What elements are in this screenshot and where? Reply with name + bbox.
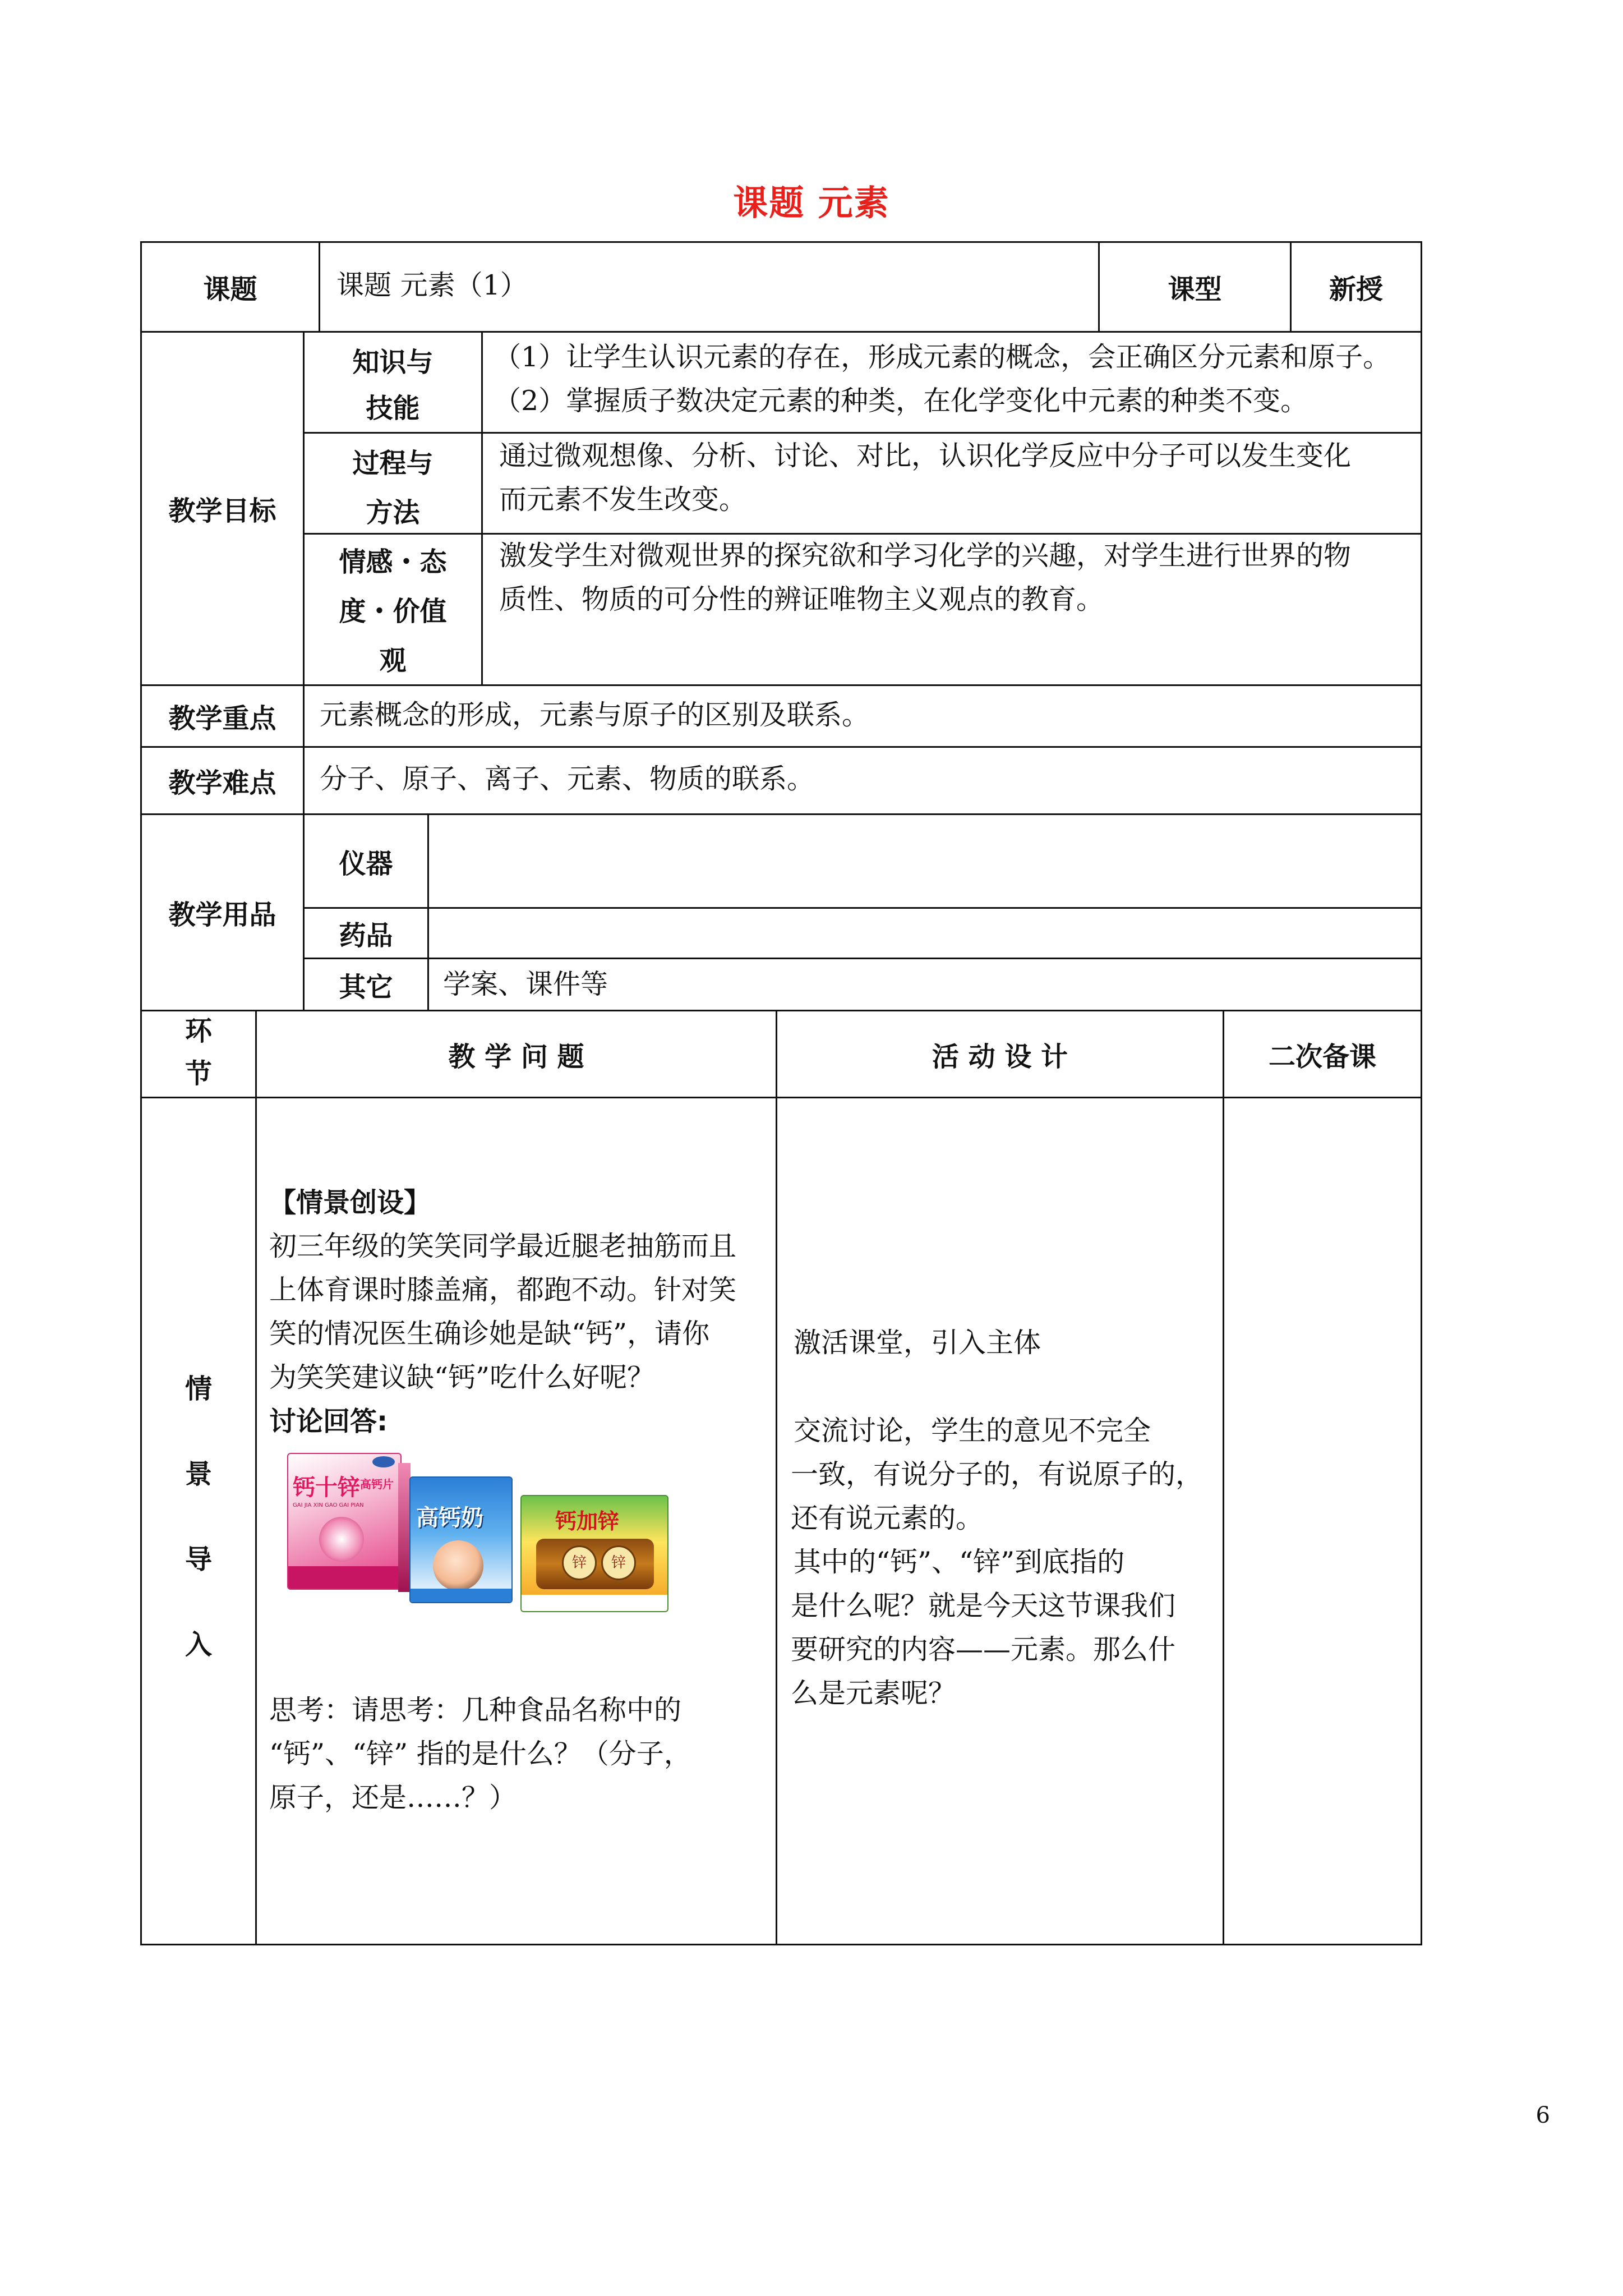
stage-column-header: 环 节	[185, 1015, 212, 1089]
second-prep-column-header: 二次备课	[1268, 1041, 1376, 1073]
process-line-2: 而元素不发生改变。	[499, 484, 747, 516]
other-label: 其它	[339, 971, 393, 1003]
scenario-heading: 【情景创设】	[269, 1187, 431, 1218]
materials-label: 教学用品	[168, 899, 276, 931]
scenario-line-1: 初三年级的笑笑同学最近腿老抽筋而且	[269, 1230, 737, 1262]
difficulty-value: 分子、原子、离子、元素、物质的联系。	[320, 763, 815, 795]
scenario-line-3: 笑的情况医生确诊她是缺“钙”，请你	[269, 1318, 710, 1350]
calcium-plus-zinc-box: 钙加锌 锌 锌	[520, 1495, 668, 1612]
activity-line-5: 其中的“钙”、“锌”到底指的	[794, 1546, 1125, 1578]
discuss-label: 讨论回答:	[269, 1406, 388, 1437]
activity-line-6: 是什么呢？就是今天这节课我们	[791, 1590, 1176, 1622]
stage-label: 情 景 导 入	[185, 1373, 212, 1660]
knowledge-line-2: （2）掌握质子数决定元素的种类，在化学变化中元素的种类不变。	[494, 385, 1308, 417]
instrument-label: 仪器	[339, 848, 393, 880]
emotion-line-2: 质性、物质的可分性的辨证唯物主义观点的教育。	[499, 583, 1104, 615]
medicine-label: 药品	[339, 920, 393, 951]
topic-label: 课题	[203, 274, 257, 305]
activity-column-header: 活 动 设 计	[932, 1041, 1068, 1073]
activity-line-4: 还有说元素的。	[791, 1502, 984, 1534]
activity-line-8: 么是元素呢？	[791, 1677, 956, 1709]
question-column-header: 教 学 问 题	[448, 1041, 584, 1073]
activity-line-1: 激活课堂，引入主体	[794, 1327, 1041, 1359]
calcium-zinc-tablet-box: 钙十锌 高钙片 GAI JIA XIN GAO GAI PIAN	[287, 1453, 402, 1590]
scenario-line-2: 上体育课时膝盖痛，都跑不动。针对笑	[269, 1274, 737, 1306]
type-label: 课型	[1168, 274, 1222, 305]
knowledge-label: 知识与 技能	[352, 347, 434, 424]
key-point-value: 元素概念的形成，元素与原子的区别及联系。	[320, 699, 870, 731]
type-value: 新授	[1329, 274, 1383, 305]
think-line-1: 思考：请思考：几种食品名称中的	[269, 1694, 682, 1726]
scenario-line-4: 为笑笑建议缺“钙”吃什么好呢？	[269, 1361, 655, 1393]
process-label: 过程与 方法	[352, 448, 434, 528]
activity-line-2: 交流讨论，学生的意见不完全	[794, 1415, 1151, 1447]
knowledge-line-1: （1）让学生认识元素的存在，形成元素的概念，会正确区分元素和原子。	[494, 341, 1391, 373]
activity-line-3: 一致，有说分子的，有说原子的，	[791, 1458, 1204, 1490]
page-title: 课题 元素	[733, 182, 890, 223]
think-line-3: 原子，还是……？）	[269, 1782, 517, 1814]
activity-line-7: 要研究的内容——元素。那么什	[791, 1634, 1176, 1665]
page-number: 6	[1536, 2102, 1550, 2128]
high-calcium-milk-box: 高钙奶	[409, 1476, 513, 1603]
process-line-1: 通过微观想像、分析、讨论、对比，认识化学反应中分子可以发生变化	[499, 440, 1352, 472]
key-point-label: 教学重点	[168, 703, 276, 734]
objectives-label: 教学目标	[168, 495, 276, 527]
topic-value: 课题 元素（1）	[336, 269, 528, 301]
think-line-2: “钙”、“锌” 指的是什么？（分子，	[269, 1738, 691, 1770]
difficulty-label: 教学难点	[168, 767, 276, 799]
emotion-label: 情感・态 度・价值 观	[339, 546, 447, 677]
other-value: 学案、课件等	[443, 968, 608, 1000]
emotion-line-1: 激发学生对微观世界的探究欲和学习化学的兴趣，对学生进行世界的物	[499, 540, 1352, 572]
